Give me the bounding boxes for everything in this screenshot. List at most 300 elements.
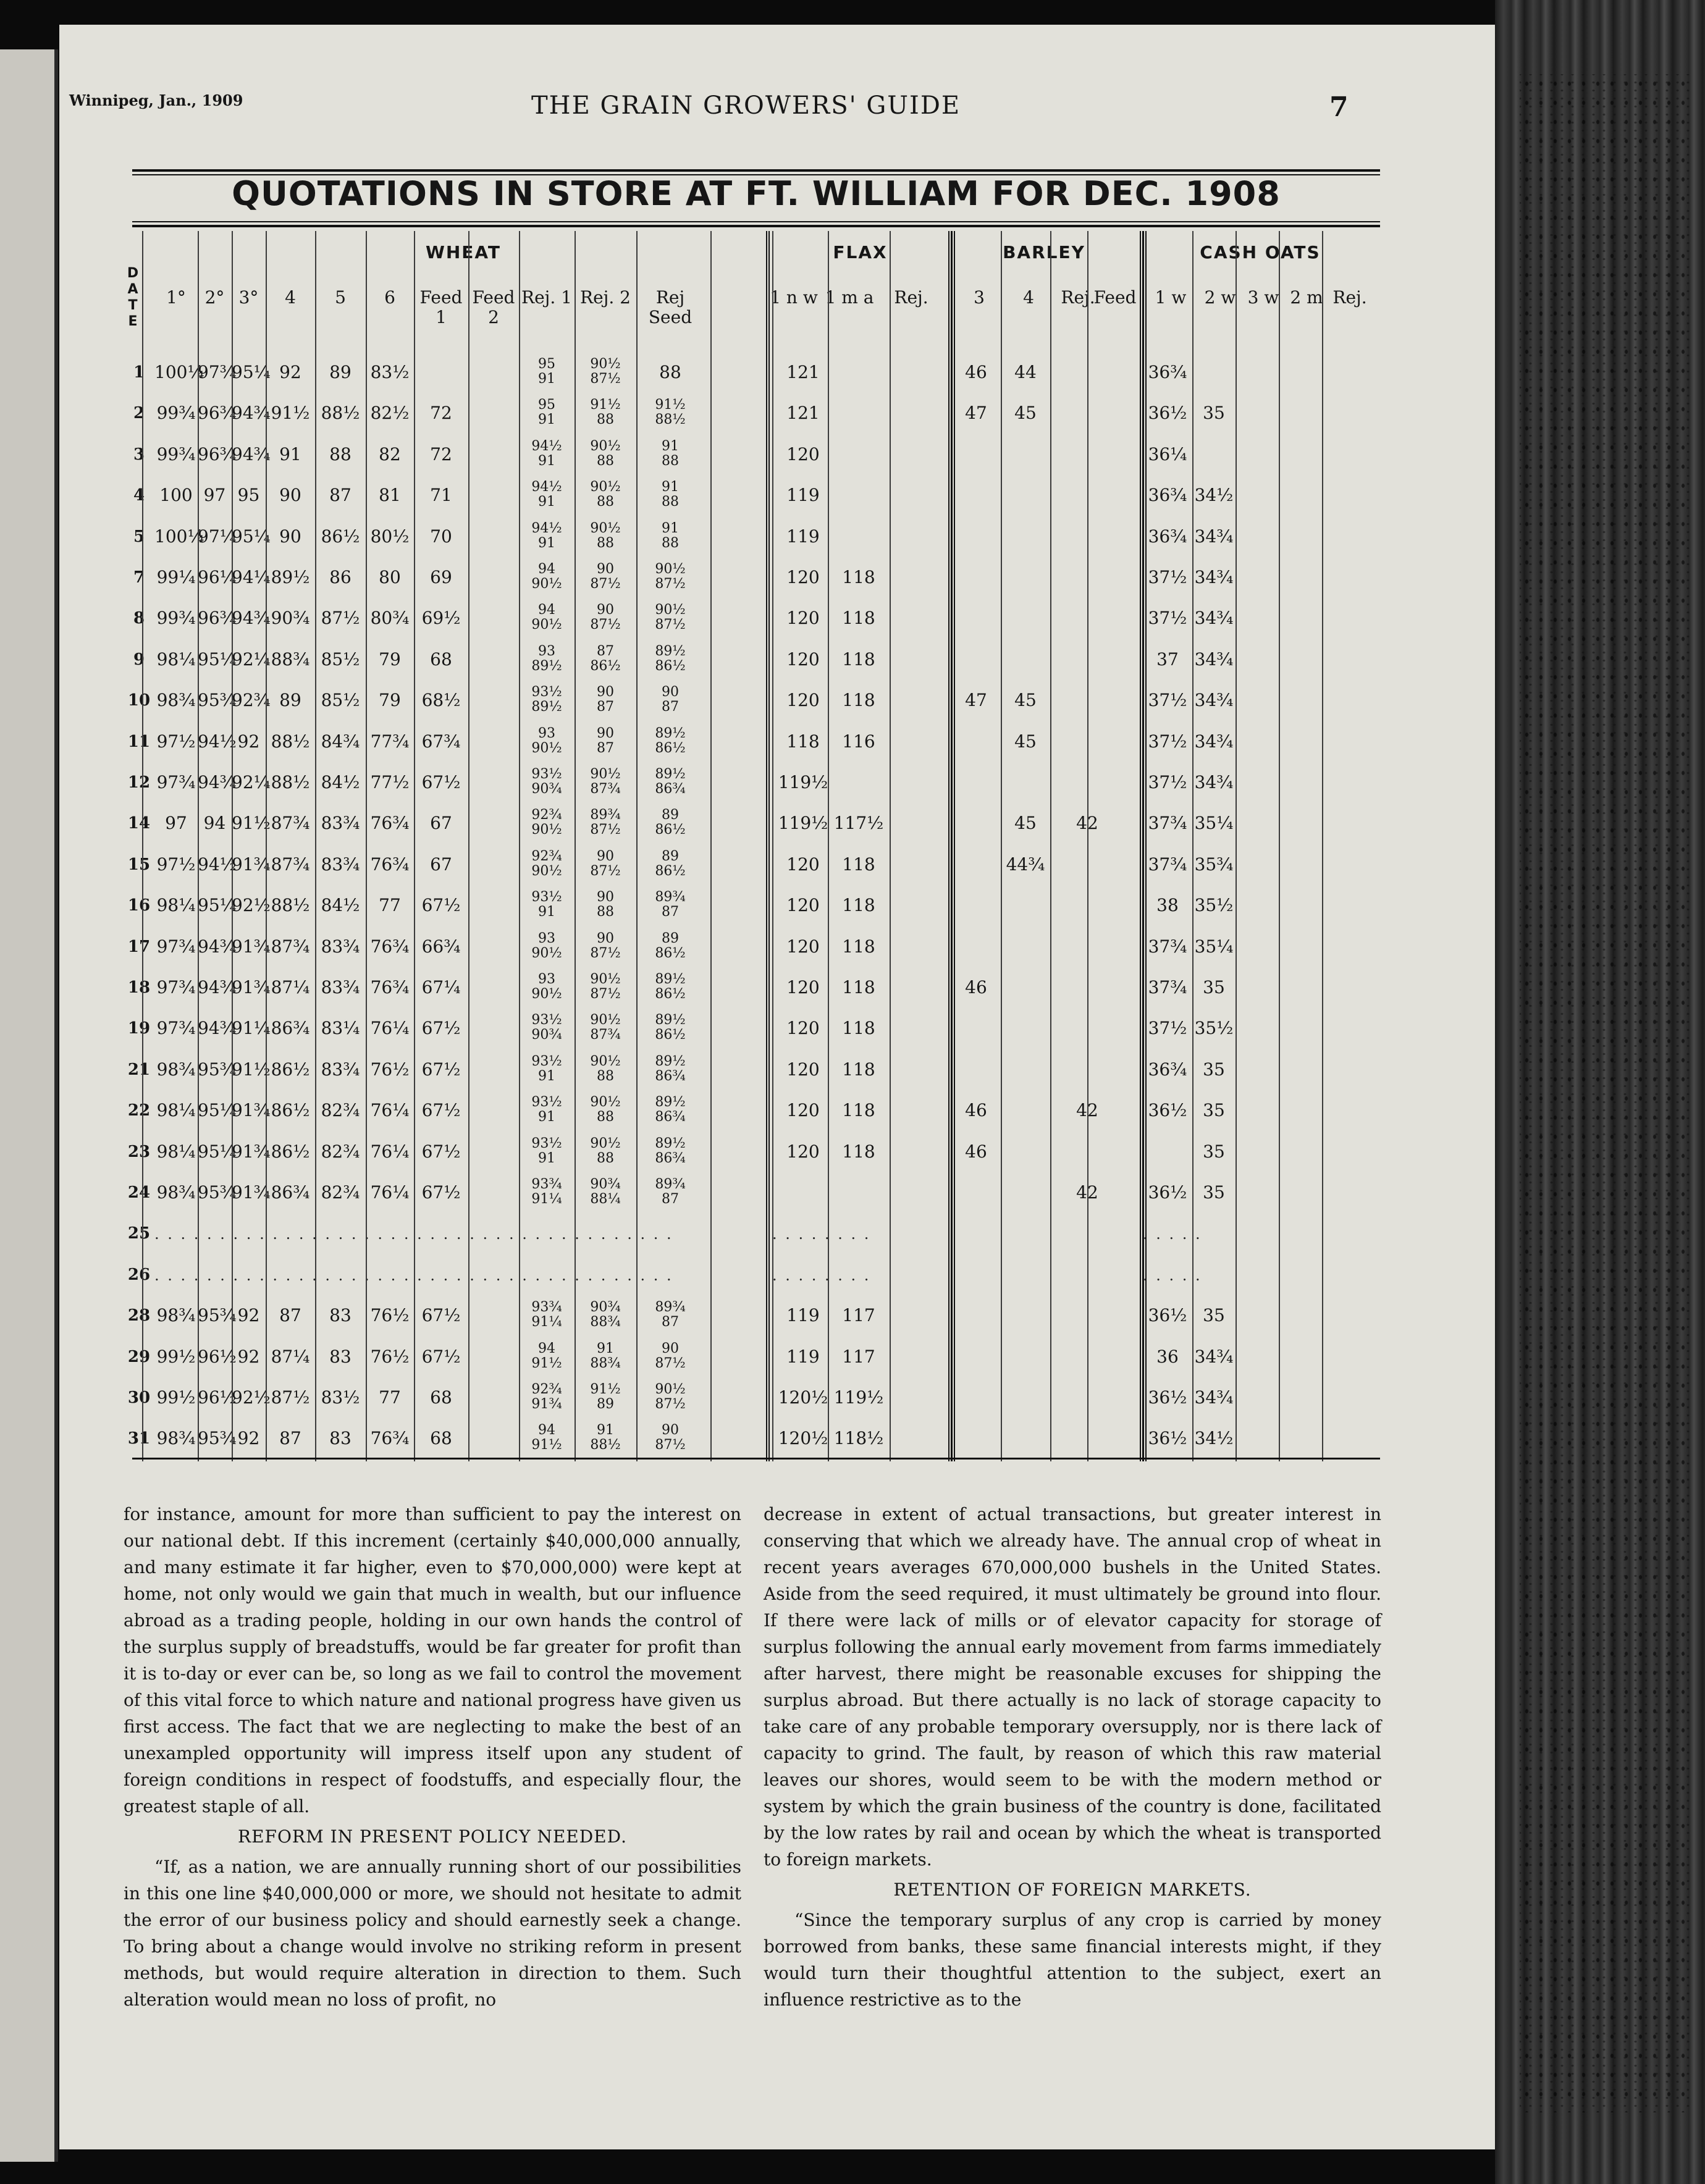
rej1-cell: 95 91	[538, 397, 555, 428]
table-cell: 34¾	[1194, 772, 1234, 792]
table-cell: 120	[786, 1018, 820, 1039]
table-cell: 96¾	[198, 403, 237, 424]
group-divider	[1140, 231, 1143, 1461]
table-cell: 100¼	[154, 526, 204, 547]
column-header: Feed 1	[419, 287, 463, 327]
rej1-cell: 94½ 91	[531, 438, 562, 469]
table-cell: 86¾	[271, 1018, 310, 1039]
table-cell: 96¾	[198, 608, 237, 629]
table-cell: 91	[279, 443, 301, 464]
table-cell: 67¼	[421, 977, 461, 998]
row-day: 24	[127, 1183, 151, 1202]
row-day: 8	[133, 609, 145, 628]
group-barley: BARLEY	[1003, 242, 1085, 262]
table-cell: 36¾	[1148, 362, 1187, 382]
table-cell: 76¼	[370, 1182, 410, 1203]
group-cash-oats: CASH OATS	[1200, 242, 1321, 262]
rej2-cell: 90 87	[597, 725, 614, 756]
table-cell: 46	[965, 1100, 987, 1121]
row-day: 26	[127, 1265, 151, 1284]
rejseed-cell: 90 87½	[655, 1340, 686, 1371]
right-paragraph-1: decrease in extent of actual transactions, but greater interest in conserving that which we already have. The annual crop of wheat in recent years averages 670,000,000 bushels in the United States. Aside from the seed required, it must ultimately be ground into flour. If there were lack of mills or of elevator capacity for storage of surplus following the annual early movement from farms immediately after harvest, there might be reasonable excuses for shipping the surplus abroad. But there actually is no lack of storage capacity to take care of any probable temporary oversupply, nor is there lack of capacity to grind. The fault, by reason of which this raw material leaves our shores, would seem to be with the modern method or system by which the grain business of the country is done, facilitated by the low rates by rail and ocean by which the wheat is transported to foreign markets.	[764, 1504, 1381, 1870]
rejseed-cell: 91 88	[662, 520, 679, 551]
table-cell: 118	[842, 854, 875, 875]
table-cell: 119½	[778, 813, 828, 834]
column-rule	[198, 231, 199, 1461]
table-cell: 83½	[370, 362, 410, 382]
rej1-cell: 94½ 91	[531, 520, 562, 551]
table-cell: 35¼	[1194, 813, 1234, 834]
table-cell: 35	[1203, 1305, 1225, 1326]
table-cell: 118	[842, 608, 875, 629]
blank-row-dots: . . . . . . . .	[772, 1266, 871, 1284]
table-cell: 67½	[421, 895, 461, 916]
table-cell: 76¼	[370, 1018, 410, 1039]
table-cell: 35	[1203, 1059, 1225, 1080]
table-cell: 34½	[1194, 1428, 1234, 1449]
table-cell: 37½	[1148, 731, 1187, 752]
table-cell: 42	[1076, 1182, 1098, 1203]
column-header: Rej.	[1332, 287, 1367, 308]
table-cell: 91¼	[232, 1018, 271, 1039]
rejseed-cell: 90 87½	[655, 1422, 686, 1453]
table-cell: 92½	[232, 1387, 271, 1408]
rej1-cell: 93 90½	[531, 930, 562, 961]
table-cell: 76¾	[370, 1428, 410, 1449]
table-cell: 120	[786, 567, 820, 587]
table-cell: 67½	[421, 772, 461, 792]
table-cell: 69	[430, 567, 452, 587]
table-cell: 38	[1156, 895, 1179, 916]
row-day: 5	[133, 527, 145, 546]
table-cell: 77	[379, 895, 401, 916]
table-cell: 77½	[370, 772, 410, 792]
column-header: 2 m	[1290, 287, 1323, 308]
table-cell: 97½	[156, 854, 196, 875]
column-rule	[1192, 231, 1194, 1461]
table-cell: 37¾	[1148, 977, 1187, 998]
column-rule	[519, 231, 520, 1461]
table-cell: 45	[1014, 403, 1037, 424]
left-paragraph-1: for instance, amount for more than sufficient to pay the interest on our national debt. If this increment (certainly $40,000,000 annually, and many estimate it far higher, even to $70,000,000) were kept at home, not only would we gain that much in wealth, but our influence abroad as a trading people, holding in our own hands the control of the surplus supply of breadstuffs, would be far greater for profit than it is to-day or ever can be, so long as we fail to control the movement of this vital force to which nature and national progress have given us first access. The fact that we are neglecting to make the best of an unexampled opportunity will impress itself upon any student of foreign conditions in respect of foodstuffs, and especially flour, the greatest staple of all.	[124, 1504, 741, 1816]
column-rule	[710, 231, 712, 1461]
table-cell: 83	[329, 1346, 352, 1367]
table-cell: 95¼	[198, 649, 237, 670]
table-cell: 36½	[1148, 1387, 1187, 1408]
table-cell: 46	[965, 977, 987, 998]
group-divider	[766, 231, 770, 1461]
table-cell: 81	[379, 485, 401, 506]
rejseed-cell: 91½ 88½	[655, 397, 686, 428]
table-cell: 94¾	[198, 1018, 237, 1039]
table-cell: 92	[237, 1428, 260, 1449]
table-cell: 98¾	[156, 1059, 196, 1080]
table-cell: 120	[786, 977, 820, 998]
table-cell: 83¾	[321, 977, 360, 998]
row-day: 23	[127, 1142, 151, 1161]
table-cell: 87¾	[271, 854, 310, 875]
table-cell: 35	[1203, 1100, 1225, 1121]
table-cell: 37½	[1148, 690, 1187, 711]
column-header: 3°	[238, 287, 259, 308]
table-cell: 83¾	[321, 854, 360, 875]
table-cell: 80½	[370, 526, 410, 547]
column-rule	[1050, 231, 1051, 1461]
rejseed-cell: 89¾ 87	[655, 1177, 686, 1207]
table-cell: 120½	[778, 1387, 828, 1408]
table-cell: 46	[965, 362, 987, 382]
rej2-cell: 90 87	[597, 684, 614, 715]
rejseed-cell: 90½ 87½	[655, 602, 686, 633]
table-cell: 67½	[421, 1059, 461, 1080]
table-cell: 94¼	[232, 567, 271, 587]
rej1-cell: 93 90½	[531, 972, 562, 1002]
title-rule-top	[132, 169, 1380, 172]
rej2-cell: 90 87½	[590, 930, 621, 961]
table-cell: 99¼	[156, 567, 196, 587]
table-cell: 86½	[271, 1100, 310, 1121]
table-cell: 95¼	[198, 1141, 237, 1162]
left-subheading: REFORM IN PRESENT POLICY NEEDED.	[238, 1826, 627, 1847]
table-cell: 96½	[198, 1387, 237, 1408]
table-cell: 99½	[156, 1387, 196, 1408]
table-cell: 97¾	[156, 1018, 196, 1039]
table-cell: 95¼	[232, 362, 271, 382]
table-cell: 35¾	[1194, 854, 1234, 875]
table-cell: 76½	[370, 1346, 410, 1367]
table-cell: 34¾	[1194, 731, 1234, 752]
table-cell: 68	[430, 1428, 452, 1449]
rej1-cell: 93½ 90¾	[531, 766, 562, 797]
left-article-column	[124, 1501, 741, 2013]
table-cell: 119	[786, 485, 820, 506]
table-cell: 86½	[321, 526, 360, 547]
table-cell: 87¾	[271, 936, 310, 957]
table-cell: 98¼	[156, 895, 196, 916]
rej2-cell: 87 86½	[590, 643, 621, 674]
rej2-cell: 90½ 88	[590, 438, 621, 469]
rejseed-cell: 90½ 87½	[655, 561, 686, 592]
rej2-cell: 90 87½	[590, 602, 621, 633]
table-cell: 95	[237, 485, 260, 506]
table-cell: 83¾	[321, 936, 360, 957]
rejseed-cell: 89½ 86½	[655, 725, 686, 756]
table-cell: 91¾	[232, 1100, 271, 1121]
blank-row-dots: . . . . . . . .	[772, 1225, 871, 1243]
rej2-cell: 90 87½	[590, 561, 621, 592]
table-cell: 67½	[421, 1182, 461, 1203]
facing-page-edge	[0, 49, 58, 2162]
table-cell: 35¼	[1194, 936, 1234, 957]
column-rule	[575, 231, 576, 1461]
row-day: 28	[127, 1306, 151, 1325]
rej1-cell: 93½ 91	[531, 1135, 562, 1166]
row-day: 17	[127, 937, 151, 956]
column-rule	[232, 231, 233, 1461]
rejseed-cell: 89½ 86½	[655, 643, 686, 674]
table-cell: 37½	[1148, 772, 1187, 792]
table-cell: 96¼	[198, 567, 237, 587]
table-cell: 80	[379, 567, 401, 587]
column-rule	[772, 231, 773, 1461]
table-cell: 94¾	[232, 403, 271, 424]
rejseed-cell: 89½ 86½	[655, 972, 686, 1002]
table-cell: 92	[237, 1305, 260, 1326]
column-header: 4	[285, 287, 296, 308]
table-cell: 45	[1014, 690, 1037, 711]
column-rule	[315, 231, 316, 1461]
table-cell: 80¾	[370, 608, 410, 629]
column-header: 5	[335, 287, 346, 308]
rejseed-cell: 89 86½	[655, 807, 686, 838]
table-cell: 34¾	[1194, 690, 1234, 711]
table-cell: 95¾	[198, 1182, 237, 1203]
table-cell: 119½	[778, 772, 828, 792]
table-cell: 35	[1203, 1141, 1225, 1162]
column-rule	[414, 231, 415, 1461]
table-cell: 35	[1203, 403, 1225, 424]
rej1-cell: 93½ 89½	[531, 684, 562, 715]
column-rule	[636, 231, 638, 1461]
table-cell: 120	[786, 895, 820, 916]
column-header: Rej.	[894, 287, 928, 308]
table-cell: 99¾	[156, 608, 196, 629]
table-cell: 87½	[271, 1387, 310, 1408]
table-cell: 120	[786, 690, 820, 711]
table-cell: 36¼	[1148, 443, 1187, 464]
table-cell: 34½	[1194, 485, 1234, 506]
rej2-cell: 90¾ 88¾	[590, 1300, 621, 1330]
table-cell: 87	[279, 1428, 301, 1449]
row-day: 15	[127, 855, 151, 874]
row-day: 19	[127, 1019, 151, 1038]
page-edge-speckles	[1520, 74, 1693, 2112]
table-cell: 97½	[156, 731, 196, 752]
table-cell: 90	[279, 526, 301, 547]
table-cell: 76¾	[370, 936, 410, 957]
table-cell: 120½	[778, 1428, 828, 1449]
title-rule-bottom-thin	[132, 221, 1380, 222]
rejseed-cell: 89½ 86½	[655, 1012, 686, 1043]
table-cell: 118	[842, 690, 875, 711]
table-cell: 37	[1156, 649, 1179, 670]
table-cell: 98¾	[156, 1305, 196, 1326]
table-cell: 35	[1203, 977, 1225, 998]
table-cell: 86½	[271, 1141, 310, 1162]
rej2-cell: 90½ 87½	[590, 972, 621, 1002]
table-cell: 36¾	[1148, 1059, 1187, 1080]
rej1-cell: 93¾ 91¼	[531, 1300, 562, 1330]
row-day: 11	[127, 732, 151, 751]
column-rule	[266, 231, 267, 1461]
group-flax: FLAX	[833, 242, 888, 262]
table-title: QUOTATIONS IN STORE AT FT. WILLIAM FOR DEC. 1908	[232, 174, 1281, 213]
column-header: Feed	[1093, 287, 1137, 308]
table-cell: 76¾	[370, 977, 410, 998]
table-cell: 100¼	[154, 362, 204, 382]
row-day: 22	[127, 1101, 151, 1120]
row-day: 9	[133, 650, 145, 669]
rej2-cell: 91 88½	[590, 1422, 621, 1453]
column-header: Rej. 1	[521, 287, 572, 308]
table-cell: 121	[786, 403, 820, 424]
table-cell: 83¾	[321, 1059, 360, 1080]
rej1-cell: 93¾ 91¼	[531, 1177, 562, 1207]
table-cell: 118½	[833, 1428, 884, 1449]
table-cell: 87¼	[271, 1346, 310, 1367]
rej2-cell: 91½ 88	[590, 397, 621, 428]
table-cell: 36½	[1148, 1305, 1187, 1326]
column-header: 6	[384, 287, 395, 308]
table-cell: 87	[279, 1305, 301, 1326]
title-rule-bottom	[132, 225, 1380, 227]
blank-row-dots: . . . . .	[1143, 1225, 1202, 1243]
table-cell: 87	[329, 485, 352, 506]
column-rule	[468, 231, 469, 1461]
rej1-cell: 94½ 91	[531, 479, 562, 510]
table-cell: 95¾	[198, 690, 237, 711]
rej1-cell: 92¾ 90½	[531, 807, 562, 838]
column-header: 1°	[166, 287, 186, 308]
table-cell: 94½	[198, 854, 237, 875]
table-cell: 77	[379, 1387, 401, 1408]
row-day: 29	[127, 1347, 151, 1366]
table-cell: 71	[430, 485, 452, 506]
left-paragraph-2: “If, as a nation, we are annually running short of our possibilities in this one line $40,000,000 or more, we should not hesitate to admit the error of our business policy and should earnestly seek a change. To bring about a change would involve no striking reform in present methods, but would require alteration in direction to them. Such alteration would mean no loss of profit, no	[124, 1857, 741, 2010]
rej2-cell: 89¾ 87½	[590, 807, 621, 838]
table-cell: 76½	[370, 1059, 410, 1080]
table-cell: 67	[430, 813, 452, 834]
table-cell: 76½	[370, 1305, 410, 1326]
row-day: 10	[127, 691, 151, 710]
table-cell: 67½	[421, 1018, 461, 1039]
rej1-cell: 92¾ 90½	[531, 848, 562, 879]
running-header-date: Winnipeg, Jan., 1909	[69, 91, 243, 109]
table-cell: 120	[786, 443, 820, 464]
table-cell: 37¾	[1148, 854, 1187, 875]
table-cell: 94¾	[198, 772, 237, 792]
table-cell: 91¾	[232, 1141, 271, 1162]
rej2-cell: 91 88¾	[590, 1340, 621, 1371]
table-cell: 45	[1014, 731, 1037, 752]
table-cell: 70	[430, 526, 452, 547]
blank-row-dots: . . . . . . . . . . . . . . . . . . . . . . . . . . . . . . . . . . . . . . . .	[154, 1225, 673, 1243]
table-cell: 83¾	[321, 813, 360, 834]
table-cell: 67¾	[421, 731, 461, 752]
table-cell: 34¾	[1194, 608, 1234, 629]
table-cell: 79	[379, 690, 401, 711]
table-cell: 36½	[1148, 1100, 1187, 1121]
table-cell: 87½	[321, 608, 360, 629]
table-cell: 35½	[1194, 895, 1234, 916]
table-cell: 92	[237, 731, 260, 752]
column-header: 4	[1023, 287, 1034, 308]
table-cell: 76¾	[370, 813, 410, 834]
table-cell: 97¾	[198, 362, 237, 382]
table-cell: 67½	[421, 1141, 461, 1162]
column-header: Rej.	[1061, 287, 1095, 308]
table-cell: 36½	[1148, 1182, 1187, 1203]
rejseed-cell: 91 88	[662, 479, 679, 510]
table-cell: 67½	[421, 1100, 461, 1121]
table-cell: 94¾	[232, 608, 271, 629]
column-header: Rej Seed	[648, 287, 693, 327]
rej1-cell: 94 91½	[531, 1422, 562, 1453]
table-cell: 119	[786, 1346, 820, 1367]
rej1-cell: 93½ 91	[531, 889, 562, 920]
right-subheading: RETENTION OF FOREIGN MARKETS.	[893, 1880, 1252, 1900]
rej1-cell: 94 90½	[531, 561, 562, 592]
table-cell: 37¾	[1148, 813, 1187, 834]
table-cell: 96½	[198, 1346, 237, 1367]
rej2-cell: 90½ 87¾	[590, 766, 621, 797]
column-header: 1 m a	[825, 287, 874, 308]
rej1-cell: 93½ 90¾	[531, 1012, 562, 1043]
table-cell: 68	[430, 1387, 452, 1408]
rejseed-cell: 89½ 86¾	[655, 1053, 686, 1084]
table-cell: 94¾	[198, 936, 237, 957]
column-header: 2°	[204, 287, 225, 308]
table-cell: 82¾	[321, 1182, 360, 1203]
table-cell: 67½	[421, 1346, 461, 1367]
table-cell: 83	[329, 1428, 352, 1449]
table-cell: 97	[165, 813, 187, 834]
date-header: D A T E	[127, 266, 139, 329]
table-cell: 72	[430, 443, 452, 464]
table-cell: 79	[379, 649, 401, 670]
table-cell: 86½	[271, 1059, 310, 1080]
table-cell: 118	[842, 649, 875, 670]
row-day: 12	[127, 773, 151, 792]
table-cell: 35½	[1194, 1018, 1234, 1039]
column-header: 1 w	[1155, 287, 1187, 308]
column-header: Rej. 2	[580, 287, 631, 308]
table-cell: 99¾	[156, 403, 196, 424]
rej2-cell: 90½ 88	[590, 520, 621, 551]
table-cell: 44¾	[1006, 854, 1045, 875]
column-rule	[1236, 231, 1237, 1461]
table-cell: 76¼	[370, 1100, 410, 1121]
table-cell: 120	[786, 1141, 820, 1162]
table-cell: 98¼	[156, 1141, 196, 1162]
table-cell: 35	[1203, 1182, 1225, 1203]
table-cell: 98¾	[156, 690, 196, 711]
table-cell: 94¾	[232, 443, 271, 464]
rejseed-cell: 89 86½	[655, 930, 686, 961]
rej2-cell: 90½ 88	[590, 479, 621, 510]
table-cell: 118	[842, 567, 875, 587]
column-header: 3	[974, 287, 985, 308]
column-rule	[1087, 231, 1088, 1461]
table-cell: 86	[329, 567, 352, 587]
table-cell: 96¾	[198, 443, 237, 464]
table-cell: 87¼	[271, 977, 310, 998]
table-cell: 91½	[232, 813, 271, 834]
page-number: 7	[1329, 91, 1349, 123]
table-cell: 120	[786, 1059, 820, 1080]
table-cell: 118	[842, 1018, 875, 1039]
rej1-cell: 95 91	[538, 356, 555, 387]
table-cell: 98¼	[156, 649, 196, 670]
table-cell: 97¾	[156, 977, 196, 998]
rej2-cell: 90 88	[597, 889, 614, 920]
table-cell: 90	[279, 485, 301, 506]
table-cell: 66¾	[421, 936, 461, 957]
table-cell: 42	[1076, 813, 1098, 834]
table-cell: 121	[786, 362, 820, 382]
table-cell: 88¾	[271, 649, 310, 670]
table-cell: 82½	[370, 403, 410, 424]
